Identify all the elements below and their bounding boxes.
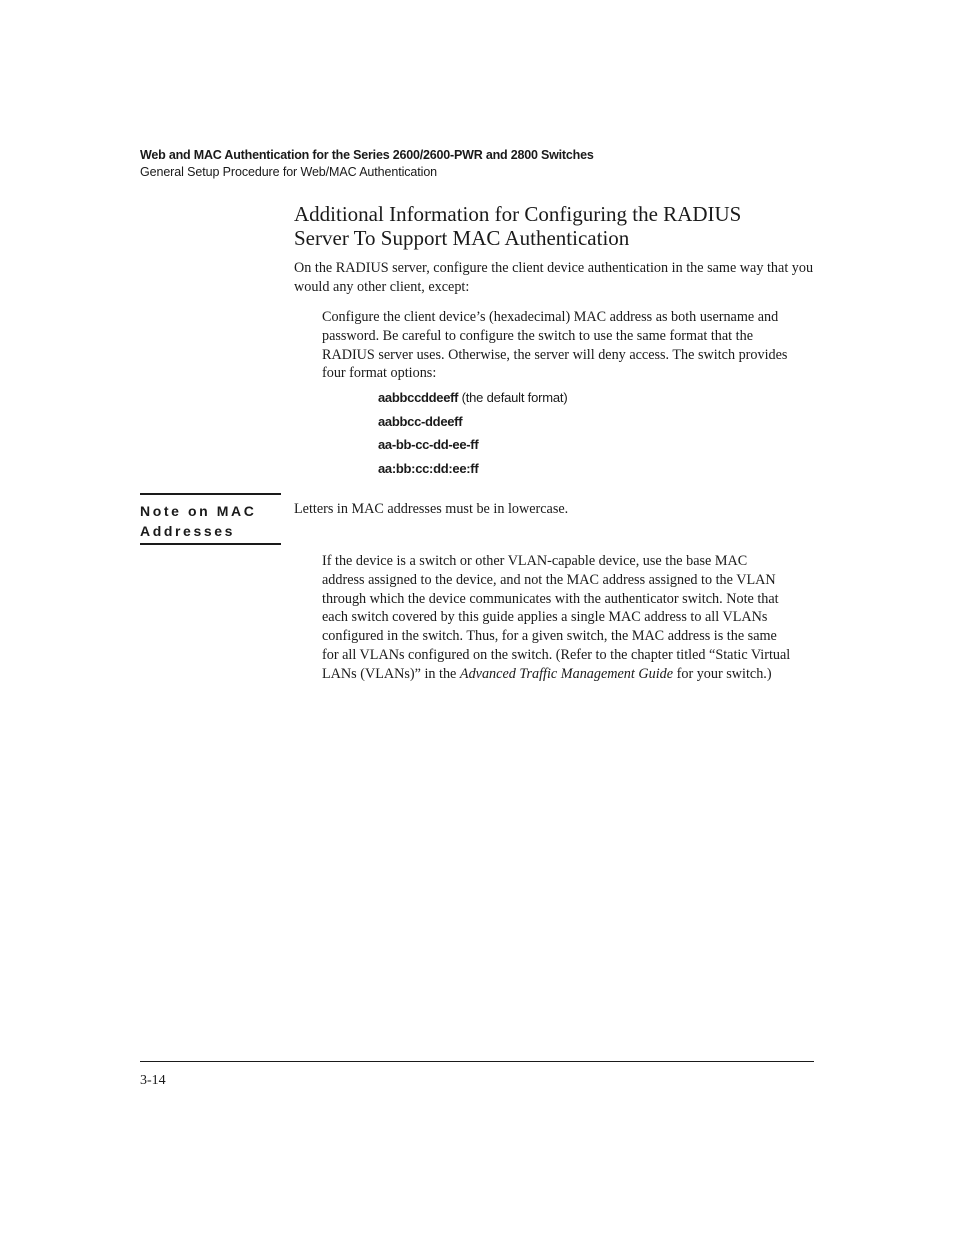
note-label-line-2: Addresses xyxy=(140,523,235,539)
note-text: Letters in MAC addresses must be in lowercase. xyxy=(294,501,569,517)
section-heading xyxy=(294,202,814,250)
footer-rule xyxy=(140,1061,814,1062)
mac-format-note: (the default format) xyxy=(458,390,568,405)
note-label xyxy=(140,501,281,541)
section-heading-line-1: Additional Information for Configuring the RADIUS xyxy=(294,202,742,226)
vlan-paragraph-text: If the device is a switch or other VLAN-capable device, use the base MAC address assigned to the device, and not the MAC address assigned to the VLAN through which the device communicates with the authenticator switch. Note that each switch covered by this guide applies a single MAC address to all VLANs configured in the switch. Thus, for a given switch, the MAC address is the same for all VLANs configured on the switch. (Refer to the chapter titled “Static Virtual LANs (VLANs)” in the xyxy=(322,553,791,682)
mac-format-code: aa-bb-cc-dd-ee-ff xyxy=(378,437,479,452)
mac-format-list xyxy=(378,390,567,484)
vlan-paragraph-tail: for your switch.) xyxy=(673,665,772,682)
section-heading-line-2: Server To Support MAC Authentication xyxy=(294,226,630,250)
mac-format-code: aabbcc-ddeeff xyxy=(378,413,463,429)
running-head-subtitle: General Setup Procedure for Web/MAC Authentication xyxy=(140,165,438,179)
mac-format-code: aa:bb:cc:dd:ee:ff xyxy=(378,460,479,476)
mac-format-item xyxy=(378,461,567,485)
note-box xyxy=(140,493,281,545)
mac-format-item xyxy=(378,414,567,438)
mac-format-item xyxy=(378,390,567,414)
page-number: 3-14 xyxy=(140,1073,166,1088)
mac-format-code: aabbccddeeff xyxy=(378,390,459,405)
vlan-paragraph xyxy=(322,552,792,684)
mac-format-item xyxy=(378,437,567,461)
mac-format-paragraph: Configure the client device’s (hexadecimal) MAC address as both username and password. Be careful to configure the switch to use the same format that the RADIUS server uses. Otherwise, the server will deny access. The switch provides four format options: xyxy=(322,309,788,382)
intro-paragraph: On the RADIUS server, configure the client device authentication in the same way that you would any other client, except: xyxy=(294,260,814,295)
guide-title: Advanced Traffic Management Guide xyxy=(459,665,674,682)
running-head xyxy=(140,147,820,181)
note-label-line-1: Note on MAC xyxy=(140,503,257,519)
running-head-title: Web and MAC Authentication for the Series 2600/2600-PWR and 2800 Switches xyxy=(140,148,594,162)
